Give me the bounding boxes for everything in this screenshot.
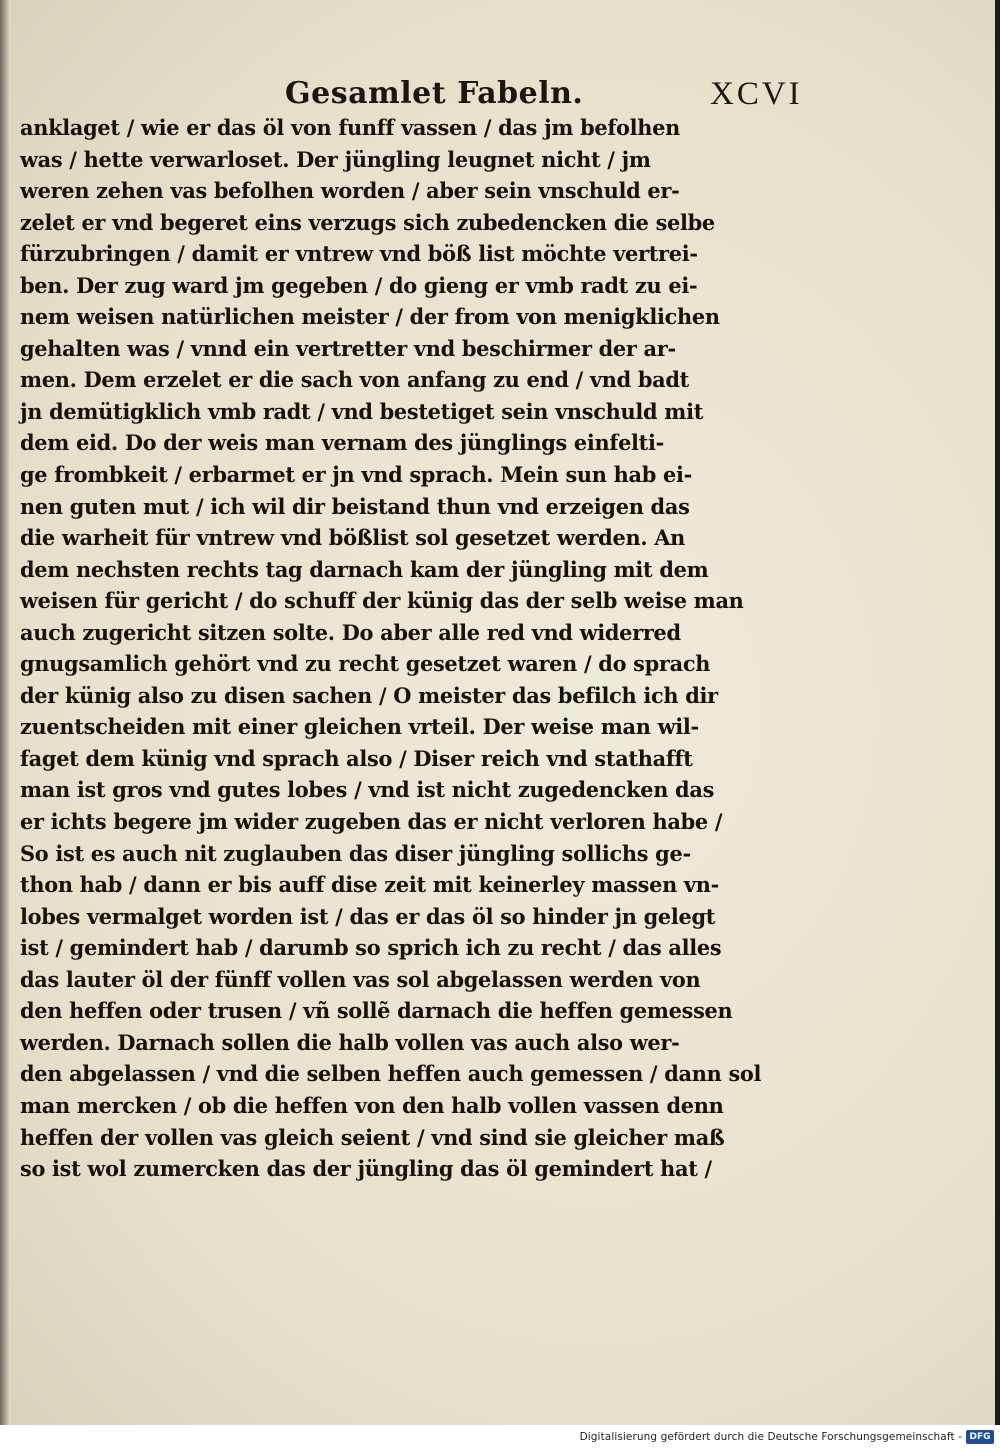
text-line: gehalten was / vnnd ein vertretter vnd beschirmer der ar- xyxy=(20,335,676,361)
text-line: ge frombkeit / erbarmet er jn vnd sprach. Mein sun hab ei- xyxy=(20,462,692,488)
text-line: dem eid. Do der weis man vernam des jünglings einfelti- xyxy=(20,430,665,456)
text-line: ist / gemindert hab / darumb so sprich ich zu recht / das alles xyxy=(20,935,722,961)
text-line: zelet er vnd begeret eins verzugs sich zubedencken die selbe xyxy=(20,209,715,235)
text-line: faget dem künig vnd sprach also / Diser reich vnd stathafft xyxy=(20,745,693,771)
text-line: gnugsamlich gehört vnd zu recht gesetzet waren / do sprach xyxy=(20,651,711,677)
text-line: den abgelassen / vnd die selben heffen auch gemessen / dann sol xyxy=(20,1061,762,1087)
text-line: man mercken / ob die heffen von den halb vollen vassen denn xyxy=(20,1092,724,1118)
text-line: nem weisen natürlichen meister / der from von menigklichen xyxy=(20,304,720,330)
page-gutter xyxy=(0,0,10,1425)
text-line: nen guten mut / ich wil dir beistand thun vnd erzeigen das xyxy=(20,493,690,519)
text-line: was / hette verwarloset. Der jüngling leugnet nicht / jm xyxy=(20,146,651,172)
text-line: heffen der vollen vas gleich seient / vnd sind sie gleicher maß xyxy=(20,1124,725,1150)
text-line: zuentscheiden mit einer gleichen vrteil. Der weise man wil- xyxy=(20,714,699,740)
text-line: so ist wol zumercken das der jüngling das öl gemindert hat / xyxy=(20,1156,712,1182)
folio-number: XCVI xyxy=(710,76,803,112)
text-line: lobes vermalget worden ist / das er das öl so hinder jn gelegt xyxy=(20,903,716,929)
text-line: weren zehen vas befolhen worden / aber sein vnschuld er- xyxy=(20,178,680,204)
text-line: er ichts begere jm wider zugeben das er nicht verloren habe / xyxy=(20,809,723,835)
text-line: auch zugericht sitzen solte. Do aber alle red vnd widerred xyxy=(20,619,681,645)
running-title: Gesamlet Fabeln. xyxy=(285,76,584,111)
text-line: anklaget / wie er das öl von funff vassen / das jm befolhen xyxy=(20,115,681,140)
text-line: ben. Der zug ward jm gegeben / do gieng er vmb radt zu ei- xyxy=(20,272,698,298)
text-line: So ist es auch nit zuglauben das diser jüngling sollichs ge- xyxy=(20,840,691,866)
text-line: den heffen oder trusen / vñ sollẽ darnach die heffen gemessen xyxy=(20,998,733,1024)
viewer-footer xyxy=(0,1425,1000,1450)
text-line: fürzubringen / damit er vntrew vnd böß list möchte vertrei- xyxy=(20,241,698,267)
text-line: der künig also zu disen sachen / O meister das befilch ich dir xyxy=(20,682,718,708)
text-block xyxy=(20,112,820,1185)
text-line: die warheit für vntrew vnd bößlist sol gesetzet werden. An xyxy=(20,525,686,551)
text-line: das lauter öl der fünff vollen vas sol abgelassen werden von xyxy=(20,966,701,992)
page-header xyxy=(0,76,995,116)
funding-credit: Digitalisierung gefördert durch die Deutsche Forschungsgemeinschaft - xyxy=(579,1431,962,1443)
dfg-logo: DFG xyxy=(966,1430,994,1444)
text-line: man ist gros vnd gutes lobes / vnd ist nicht zugedencken das xyxy=(20,777,715,803)
text-line: dem nechsten rechts tag darnach kam der jüngling mit dem xyxy=(20,556,709,582)
text-line: werden. Darnach sollen die halb vollen vas auch also wer- xyxy=(20,1029,680,1055)
text-line: weisen für gericht / do schuff der künig das der selb weise man xyxy=(20,588,744,614)
text-line: thon hab / dann er bis auff dise zeit mit keinerley massen vn- xyxy=(20,872,720,898)
text-line: men. Dem erzelet er die sach von anfang zu end / vnd badt xyxy=(20,367,690,393)
text-line: jn demütigklich vmb radt / vnd bestetiget sein vnschuld mit xyxy=(20,398,704,424)
